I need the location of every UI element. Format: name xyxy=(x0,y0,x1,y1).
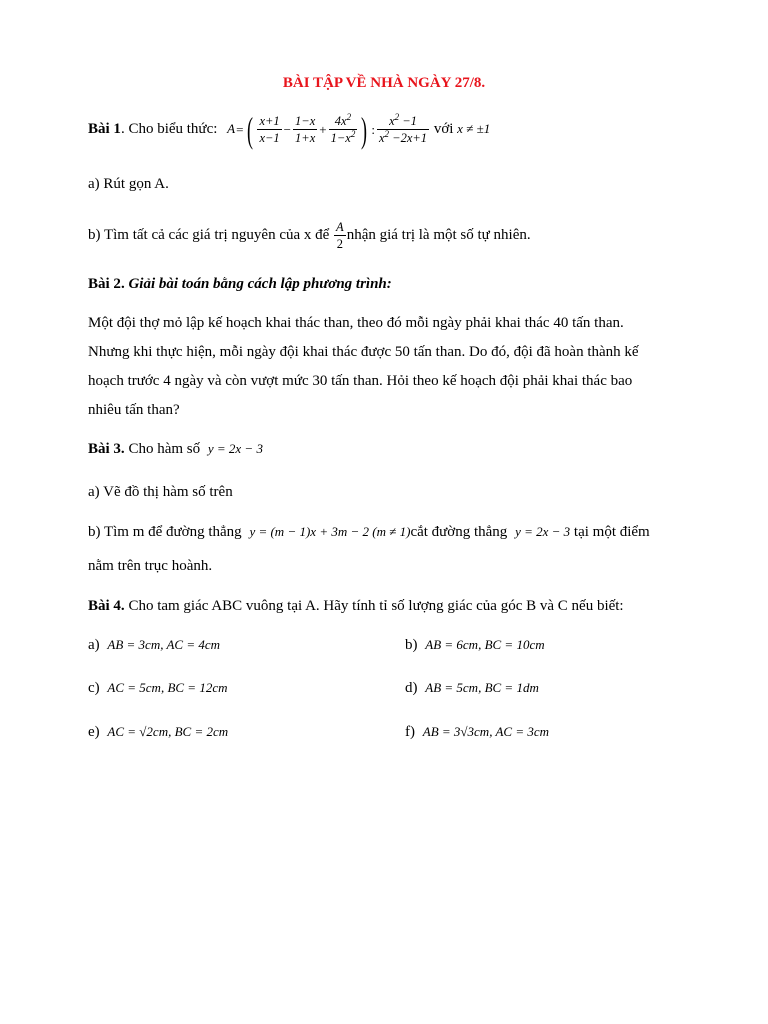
item-expr: AC = √2cm, BC = 2cm xyxy=(107,724,229,739)
bai3-function: y = 2x − 3 xyxy=(207,441,263,456)
bai3-b-func: y = 2x − 3 xyxy=(515,524,571,539)
bai2-line-4: nhiêu tấn than? xyxy=(88,402,180,418)
bai4-item-c xyxy=(88,680,228,697)
bai4-item-f xyxy=(405,724,549,741)
bai4-intro: Cho tam giác ABC vuông tại A. Hãy tính tỉ số lượng giác của góc B và C nếu biết: xyxy=(128,598,624,614)
item-key: d) xyxy=(405,680,418,696)
item-key: a) xyxy=(88,637,100,653)
item-key: f) xyxy=(405,724,415,740)
bai4-label: Bài 4. xyxy=(88,598,125,614)
bai1-b-post: nhận giá trị là một số tự nhiên. xyxy=(346,227,531,243)
bai3-part-b-line2: nằm trên trục hoành. xyxy=(88,558,213,574)
bai1-intro: . Cho biểu thức: xyxy=(120,121,218,137)
bai1-b-pre: b) Tìm tất cả các giá trị nguyên của x để xyxy=(88,227,330,243)
item-expr: AB = 3√3cm, AC = 3cm xyxy=(422,724,550,739)
a-over-2-fraction: $\frac{A}{2}$ xyxy=(336,220,344,252)
bai3-b-post: tại một điểm xyxy=(573,524,650,540)
bai3-b-pre: b) Tìm m để đường thẳng xyxy=(88,524,242,540)
item-expr: AC = 5cm, BC = 12cm xyxy=(107,680,228,695)
bai2-heading: Bài 2. Giải bài toán bằng cách lập phương trình: xyxy=(88,276,392,292)
bai1-part-b xyxy=(88,216,531,254)
bai2-line-2: Nhưng khi thực hiện, mỗi ngày đội khai thác được 50 tấn than. Do đó, đội đã hoàn thành kế xyxy=(88,344,639,360)
bai1-label: Bài 1 xyxy=(88,121,121,137)
bai3-part-b xyxy=(88,524,650,541)
item-key: e) xyxy=(88,724,100,740)
bai3-b-line-expr: y = (m − 1)x + 3m − 2 (m ≠ 1) xyxy=(249,524,411,539)
bai3-b-mid: cắt đường thẳng xyxy=(410,524,508,540)
bai4-statement xyxy=(88,598,624,615)
item-key: c) xyxy=(88,680,100,696)
bai3-intro: Cho hàm số xyxy=(128,441,201,457)
bai1-part-a: a) Rút gọn A. xyxy=(88,176,169,192)
bai4-item-d xyxy=(405,680,539,697)
item-expr: AB = 3cm, AC = 4cm xyxy=(107,637,221,652)
bai4-item-e xyxy=(88,724,228,741)
item-expr: AB = 5cm, BC = 1dm xyxy=(425,680,539,695)
bai3-label: Bài 3. xyxy=(88,441,125,457)
bai2-line-3: hoạch trước 4 ngày và còn vượt mức 30 tấn than. Hỏi theo kế hoạch đội phải khai thác bao xyxy=(88,373,633,389)
page-title: BÀI TẬP VỀ NHÀ NGÀY 27/8. xyxy=(282,75,486,91)
bai2-line-1: Một đội thợ mỏ lập kế hoạch khai thác than, theo đó mỗi ngày phải khai thác 40 tấn than. xyxy=(88,315,624,331)
bai2-title: Giải bài toán bằng cách lập phương trình: xyxy=(128,276,392,292)
bai3-statement xyxy=(88,441,263,458)
item-key: b) xyxy=(405,637,418,653)
bai3-part-a: a) Vẽ đồ thị hàm số trên xyxy=(88,484,233,500)
bai1-with: với xyxy=(433,121,454,137)
bai4-item-b xyxy=(405,637,545,654)
bai4-item-a xyxy=(88,637,220,654)
bai1-statement xyxy=(88,108,490,151)
item-expr: AB = 6cm, BC = 10cm xyxy=(425,637,545,652)
bai1-expression: A= ( $\frac{x+1}{x-1}$ − $\frac{1-x}{1+x}$ + $\frac{4x^2}{1-x^2}$ ) : $\frac{x^2 -1}{x^2 -2x+1}$ xyxy=(227,109,428,150)
bai2-label: Bài 2 xyxy=(88,276,121,292)
bai1-condition: x ≠ ±1 xyxy=(457,121,491,136)
